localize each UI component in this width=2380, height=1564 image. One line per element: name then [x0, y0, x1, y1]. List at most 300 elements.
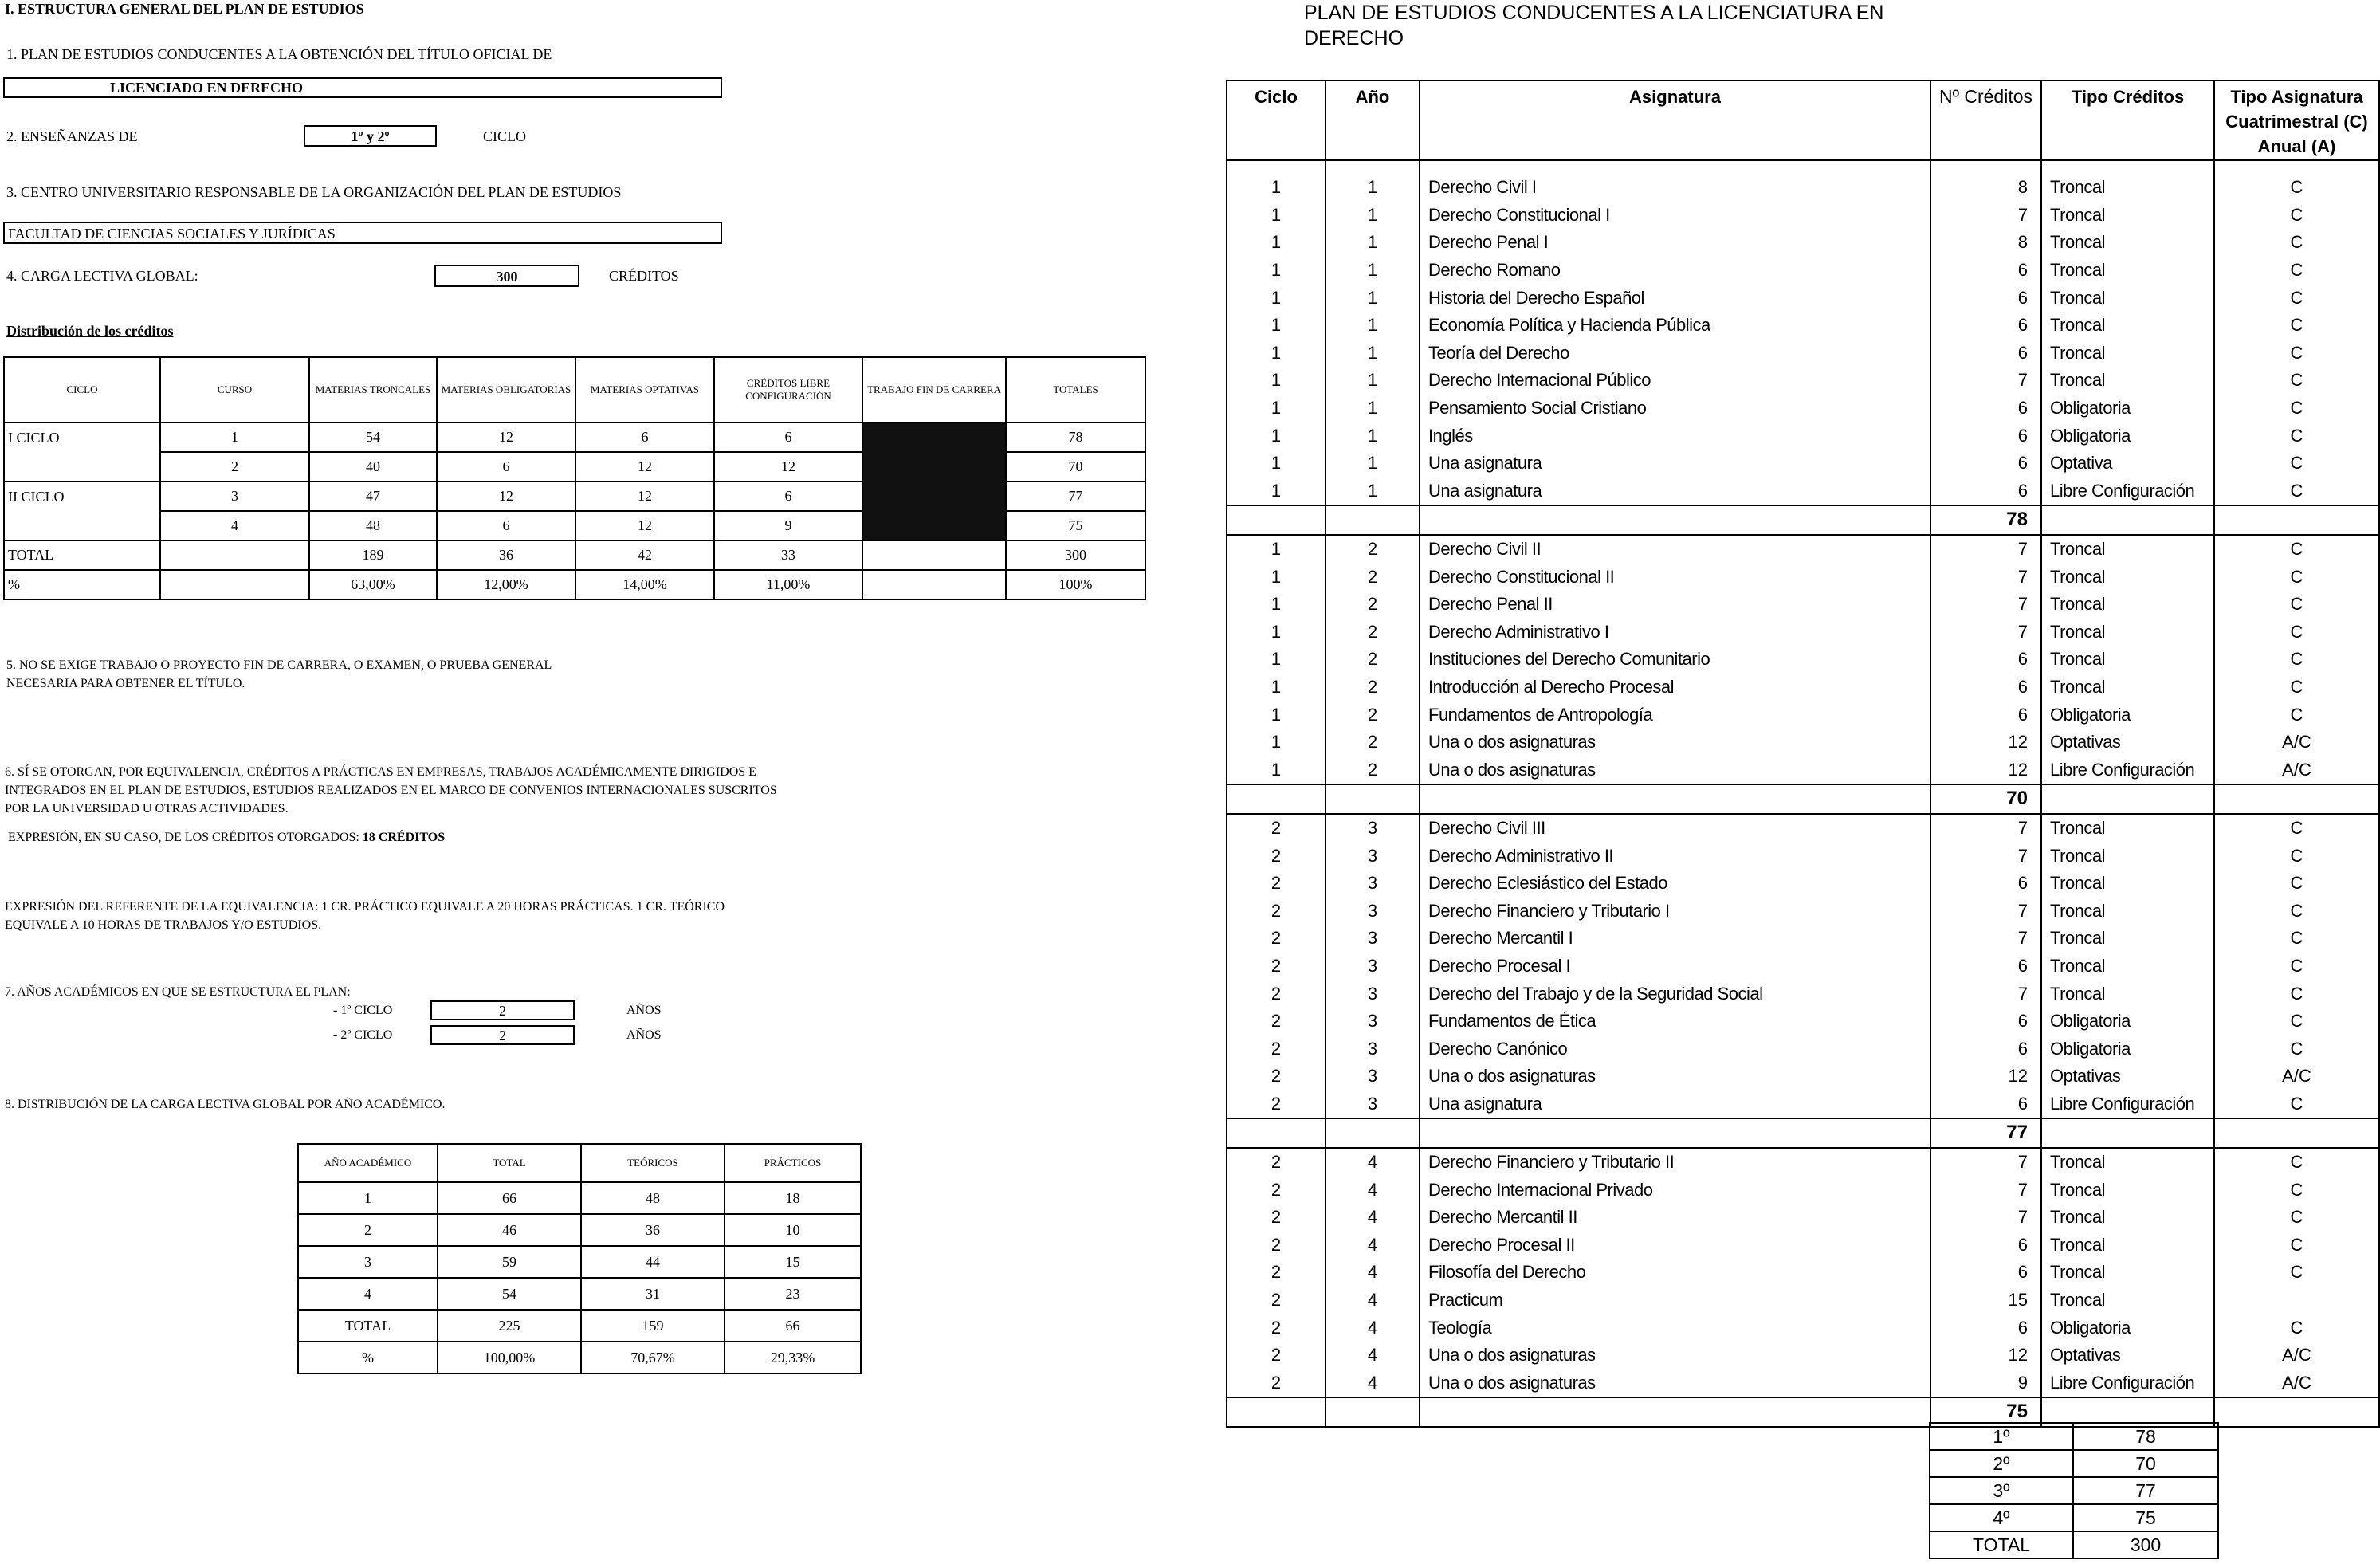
- plan-tipo-creditos: Troncal: [2041, 312, 2214, 340]
- plan-ciclo: 2: [1227, 1259, 1325, 1287]
- plan-creditos: 6: [1930, 646, 2041, 674]
- dist-libre: 12: [714, 452, 862, 481]
- plan-row: [1227, 535, 2379, 564]
- year-distribution-table: [297, 1143, 862, 1374]
- dist-troncales: 40: [309, 452, 437, 481]
- plan-header-row: [1227, 81, 2379, 160]
- year-total-value: 70: [2073, 1450, 2218, 1477]
- plan-ciclo: 1: [1227, 619, 1325, 646]
- plan-ciclo: 1: [1227, 340, 1325, 367]
- plan-anio: 4: [1325, 1232, 1420, 1259]
- plan-creditos: 7: [1930, 925, 2041, 953]
- year-cell: 66: [438, 1182, 581, 1214]
- plan-tipo-creditos: Troncal: [2041, 925, 2214, 953]
- plan-tipo-asignatura: C: [2214, 953, 2379, 980]
- plan-tipo-asignatura: C: [2214, 842, 2379, 870]
- year-cell: 2: [298, 1214, 438, 1246]
- plan-row: [1227, 395, 2379, 422]
- plan-anio: 3: [1325, 953, 1420, 980]
- plan-subtotal-row: [1227, 505, 2379, 535]
- dist-empty: [862, 570, 1006, 599]
- plan-asignatura: Una asignatura: [1420, 477, 1930, 506]
- plan-ciclo: 2: [1227, 842, 1325, 870]
- plan-subtotal-empty: [1420, 505, 1930, 535]
- plan-creditos: 12: [1930, 1342, 2041, 1369]
- plan-row: [1227, 450, 2379, 477]
- plan-spacer-cell: [1325, 160, 1420, 174]
- year-cell: 10: [725, 1214, 861, 1246]
- dist-curso: 4: [160, 511, 309, 540]
- plan-row: [1227, 1369, 2379, 1398]
- plan-row: [1227, 367, 2379, 395]
- plan-tipo-asignatura: C: [2214, 450, 2379, 477]
- plan-ciclo: 1: [1227, 284, 1325, 312]
- header-anio: Año: [1325, 81, 1420, 160]
- plan-ciclo: 2: [1227, 1314, 1325, 1342]
- plan-creditos: 6: [1930, 340, 2041, 367]
- plan-asignatura: Teología: [1420, 1314, 1930, 1342]
- year-cell: 70,67%: [581, 1342, 725, 1373]
- dist-optativas: 12: [575, 452, 714, 481]
- dist-curso: 1: [160, 422, 309, 452]
- dist-ciclo: I CICLO: [4, 422, 160, 481]
- plan-tipo-creditos: Troncal: [2041, 953, 2214, 980]
- reference-line2: EQUIVALE A 10 HORAS DE TRABAJOS Y/O ESTUDIOS.: [5, 918, 322, 932]
- plan-anio: 4: [1325, 1176, 1420, 1204]
- plan-asignatura: Derecho Constitucional II: [1420, 563, 1930, 591]
- year-total-row: [1930, 1423, 2218, 1450]
- item4-label: 4. CARGA LECTIVA GLOBAL:: [6, 268, 198, 284]
- plan-ciclo: 1: [1227, 312, 1325, 340]
- plan-tipo-creditos: Troncal: [2041, 619, 2214, 646]
- header-tipo-asignatura-line2: Cuatrimestral (C): [2225, 112, 2368, 132]
- plan-title: [1304, 0, 1884, 51]
- item4-value: 300: [434, 265, 579, 287]
- plan-creditos: 7: [1930, 563, 2041, 591]
- year-total-label: 1º: [1930, 1423, 2073, 1450]
- plan-ciclo: 2: [1227, 1035, 1325, 1063]
- plan-anio: 2: [1325, 729, 1420, 756]
- plan-row: [1227, 1342, 2379, 1369]
- year-total-label: 3º: [1930, 1477, 2073, 1504]
- plan-row: [1227, 229, 2379, 257]
- plan-subtotal-empty: [1227, 505, 1325, 535]
- dist-header: MATERIAS OPTATIVAS: [575, 357, 714, 422]
- item6-line2: INTEGRADOS EN EL PLAN DE ESTUDIOS, ESTUDIOS REALIZADOS EN EL MARCO DE CONVENIOS INTERNACIONALES SUSCRITOS: [5, 784, 777, 797]
- item6-expression-label: EXPRESIÓN, EN SU CASO, DE LOS CRÉDITOS OTORGADOS:: [8, 831, 359, 844]
- plan-anio: 1: [1325, 312, 1420, 340]
- header-tipo-creditos: Tipo Créditos: [2041, 81, 2214, 160]
- plan-asignatura: Teoría del Derecho: [1420, 340, 1930, 367]
- plan-subtotal-empty: [2041, 505, 2214, 535]
- item3-value: FACULTAD DE CIENCIAS SOCIALES Y JURÍDICAS: [3, 222, 722, 244]
- dist-libre: 11,00%: [714, 570, 862, 599]
- plan-creditos: 12: [1930, 729, 2041, 756]
- dist-header: MATERIAS OBLIGATORIAS: [437, 357, 575, 422]
- header-asignatura: Asignatura: [1420, 81, 1930, 160]
- dist-empty: [160, 540, 309, 570]
- plan-tipo-asignatura: C: [2214, 646, 2379, 674]
- year-cell: 59: [438, 1246, 581, 1278]
- plan-subtotal-empty: [1325, 505, 1420, 535]
- plan-anio: 2: [1325, 619, 1420, 646]
- year-cell: 18: [725, 1182, 861, 1214]
- dist-troncales: 48: [309, 511, 437, 540]
- plan-ciclo: 2: [1227, 925, 1325, 953]
- plan-creditos: 6: [1930, 284, 2041, 312]
- year-total-label: TOTAL: [1930, 1531, 2073, 1558]
- plan-row: [1227, 1035, 2379, 1063]
- item1-value-box: [3, 77, 722, 98]
- plan-creditos: 6: [1930, 477, 2041, 506]
- plan-tipo-creditos: Troncal: [2041, 1259, 2214, 1287]
- dist-curso: 2: [160, 452, 309, 481]
- credits-distribution-table: [3, 356, 1146, 600]
- dist-header-row: [4, 357, 1145, 422]
- year-total-row: [298, 1310, 861, 1342]
- plan-creditos: 7: [1930, 842, 2041, 870]
- plan-ciclo: 2: [1227, 870, 1325, 898]
- plan-tipo-creditos: Obligatoria: [2041, 701, 2214, 729]
- plan-row: [1227, 646, 2379, 674]
- plan-asignatura: Derecho Constitucional I: [1420, 202, 1930, 230]
- plan-ciclo: 2: [1227, 1148, 1325, 1177]
- plan-subtotal-empty: [2214, 1397, 2379, 1427]
- item6-line3: POR LA UNIVERSIDAD U OTRAS ACTIVIDADES.: [5, 802, 289, 815]
- plan-tipo-asignatura: A/C: [2214, 1063, 2379, 1090]
- plan-tipo-creditos: Troncal: [2041, 980, 2214, 1008]
- year-row: [298, 1214, 861, 1246]
- plan-tipo-creditos: Optativa: [2041, 450, 2214, 477]
- plan-anio: 2: [1325, 535, 1420, 564]
- year-header: TOTAL: [438, 1144, 581, 1182]
- plan-asignatura: Derecho Mercantil I: [1420, 925, 1930, 953]
- plan-row: [1227, 729, 2379, 756]
- plan-creditos: 6: [1930, 257, 2041, 285]
- plan-ciclo: 2: [1227, 1090, 1325, 1119]
- plan-asignatura: Una o dos asignaturas: [1420, 1342, 1930, 1369]
- plan-row: [1227, 563, 2379, 591]
- plan-asignatura: Una o dos asignaturas: [1420, 1369, 1930, 1398]
- plan-asignatura: Derecho Penal II: [1420, 591, 1930, 619]
- plan-tipo-asignatura: A/C: [2214, 729, 2379, 756]
- plan-tipo-asignatura: C: [2214, 1204, 2379, 1232]
- plan-creditos: 6: [1930, 312, 2041, 340]
- plan-anio: 3: [1325, 897, 1420, 925]
- plan-anio: 3: [1325, 980, 1420, 1008]
- year-total-label: 4º: [1930, 1504, 2073, 1531]
- plan-tipo-asignatura: C: [2214, 1008, 2379, 1035]
- plan-tipo-creditos: Troncal: [2041, 646, 2214, 674]
- plan-tipo-creditos: Troncal: [2041, 897, 2214, 925]
- plan-asignatura: Derecho Penal I: [1420, 229, 1930, 257]
- dist-optativas: 42: [575, 540, 714, 570]
- plan-tipo-asignatura: C: [2214, 563, 2379, 591]
- plan-anio: 1: [1325, 257, 1420, 285]
- distribution-title: Distribución de los créditos: [6, 323, 174, 339]
- dist-obligatorias: 12: [437, 481, 575, 511]
- year-header: AÑO ACADÉMICO: [298, 1144, 438, 1182]
- plan-subtotal-empty: [1227, 1118, 1325, 1148]
- plan-tipo-creditos: Optativas: [2041, 729, 2214, 756]
- plan-anio: 3: [1325, 842, 1420, 870]
- plan-subtotal: 75: [1930, 1397, 2041, 1427]
- year-total-value: 78: [2073, 1423, 2218, 1450]
- plan-tipo-creditos: Obligatoria: [2041, 1008, 2214, 1035]
- plan-tipo-creditos: Troncal: [2041, 591, 2214, 619]
- plan-anio: 1: [1325, 395, 1420, 422]
- dist-header: TOTALES: [1006, 357, 1145, 422]
- dist-empty: [160, 570, 309, 599]
- item7-label: 7. AÑOS ACADÉMICOS EN QUE SE ESTRUCTURA EL PLAN:: [5, 985, 351, 999]
- item7-cycle1-label: - 1º CICLO: [333, 1004, 393, 1017]
- dist-optativas: 12: [575, 481, 714, 511]
- plan-spacer-row: [1227, 160, 2379, 174]
- plan-creditos: 6: [1930, 422, 2041, 450]
- dist-troncales: 47: [309, 481, 437, 511]
- year-cell: 29,33%: [725, 1342, 861, 1373]
- plan-asignatura: Introducción al Derecho Procesal: [1420, 674, 1930, 701]
- plan-subtotal-row: [1227, 1118, 2379, 1148]
- plan-anio: 3: [1325, 1063, 1420, 1090]
- plan-creditos: 7: [1930, 535, 2041, 564]
- item6-line1: 6. SÍ SE OTORGAN, POR EQUIVALENCIA, CRÉDITOS A PRÁCTICAS EN EMPRESAS, TRABAJOS ACADÉMICAMENTE DIRIGIDOS E: [5, 765, 756, 779]
- plan-spacer-cell: [2214, 160, 2379, 174]
- plan-ciclo: 1: [1227, 756, 1325, 784]
- plan-anio: 4: [1325, 1259, 1420, 1287]
- plan-tipo-asignatura: C: [2214, 477, 2379, 506]
- plan-ciclo: 2: [1227, 1063, 1325, 1090]
- plan-anio: 4: [1325, 1342, 1420, 1369]
- year-total-row: [1930, 1504, 2218, 1531]
- plan-creditos: 7: [1930, 619, 2041, 646]
- plan-tipo-asignatura: C: [2214, 229, 2379, 257]
- plan-row: [1227, 619, 2379, 646]
- year-totals-table: [1929, 1422, 2219, 1559]
- item6-expression-value: 18 CRÉDITOS: [362, 831, 446, 844]
- plan-row: [1227, 312, 2379, 340]
- dist-libre: 33: [714, 540, 862, 570]
- plan-ciclo: 1: [1227, 701, 1325, 729]
- plan-anio: 4: [1325, 1148, 1420, 1177]
- item1-label: 1. PLAN DE ESTUDIOS CONDUCENTES A LA OBTENCIÓN DEL TÍTULO OFICIAL DE: [6, 46, 552, 62]
- plan-subtotal: 70: [1930, 784, 2041, 814]
- plan-ciclo: 1: [1227, 202, 1325, 230]
- plan-ciclo: 2: [1227, 1232, 1325, 1259]
- plan-asignatura: Una o dos asignaturas: [1420, 756, 1930, 784]
- dist-total: 77: [1006, 481, 1145, 511]
- dist-troncales: 54: [309, 422, 437, 452]
- item7-cycle1-unit: AÑOS: [626, 1004, 662, 1017]
- plan-tipo-creditos: Obligatoria: [2041, 1035, 2214, 1063]
- dist-total: 70: [1006, 452, 1145, 481]
- plan-tipo-asignatura: C: [2214, 1176, 2379, 1204]
- year-cell: %: [298, 1342, 438, 1373]
- header-tipo-asignatura-line1: Tipo Asignatura: [2230, 87, 2363, 107]
- plan-asignatura: Historia del Derecho Español: [1420, 284, 1930, 312]
- plan-title-line2: DERECHO: [1304, 27, 1404, 49]
- dist-obligatorias: 36: [437, 540, 575, 570]
- reference-line1: EXPRESIÓN DEL REFERENTE DE LA EQUIVALENCIA: 1 CR. PRÁCTICO EQUIVALE A 20 HORAS PRÁCTICAS. 1 CR. TEÓRICO: [5, 900, 725, 914]
- plan-row: [1227, 202, 2379, 230]
- plan-anio: 1: [1325, 340, 1420, 367]
- plan-row: [1227, 477, 2379, 506]
- plan-row: [1227, 1148, 2379, 1177]
- plan-tipo-asignatura: C: [2214, 367, 2379, 395]
- plan-asignatura: Inglés: [1420, 422, 1930, 450]
- plan-tipo-creditos: Troncal: [2041, 284, 2214, 312]
- plan-row: [1227, 842, 2379, 870]
- year-header: PRÁCTICOS: [725, 1144, 861, 1182]
- plan-asignatura: Fundamentos de Antropología: [1420, 701, 1930, 729]
- dist-total-row: [4, 540, 1145, 570]
- plan-tipo-asignatura: C: [2214, 619, 2379, 646]
- plan-ciclo: 1: [1227, 229, 1325, 257]
- year-total-row: [1930, 1450, 2218, 1477]
- item5-line2: NECESARIA PARA OBTENER EL TÍTULO.: [6, 677, 245, 690]
- plan-tipo-asignatura: C: [2214, 1314, 2379, 1342]
- plan-anio: 3: [1325, 870, 1420, 898]
- year-cell: 225: [438, 1310, 581, 1342]
- section-title: I. ESTRUCTURA GENERAL DEL PLAN DE ESTUDIOS: [5, 1, 364, 17]
- year-cell: 159: [581, 1310, 725, 1342]
- plan-creditos: 6: [1930, 1035, 2041, 1063]
- item2-suffix: CICLO: [483, 128, 526, 144]
- plan-asignatura: Fundamentos de Ética: [1420, 1008, 1930, 1035]
- plan-tipo-creditos: Troncal: [2041, 674, 2214, 701]
- dist-total: 78: [1006, 422, 1145, 452]
- dist-total: 300: [1006, 540, 1145, 570]
- plan-creditos: 12: [1930, 756, 2041, 784]
- dist-header: MATERIAS TRONCALES: [309, 357, 437, 422]
- plan-creditos: 6: [1930, 1314, 2041, 1342]
- plan-anio: 4: [1325, 1314, 1420, 1342]
- plan-asignatura: Una o dos asignaturas: [1420, 1063, 1930, 1090]
- year-cell: 15: [725, 1246, 861, 1278]
- year-row: [298, 1278, 861, 1310]
- plan-tipo-asignatura: C: [2214, 925, 2379, 953]
- plan-asignatura: Derecho Financiero y Tributario I: [1420, 897, 1930, 925]
- dist-total: 100%: [1006, 570, 1145, 599]
- year-cell: 48: [581, 1182, 725, 1214]
- plan-row: [1227, 1063, 2379, 1090]
- dist-pct-row: [4, 570, 1145, 599]
- plan-creditos: 6: [1930, 1232, 2041, 1259]
- item2-value: 1º y 2º: [304, 125, 437, 147]
- plan-subtotal-empty: [1420, 784, 1930, 814]
- year-header: TEÓRICOS: [581, 1144, 725, 1182]
- plan-tipo-asignatura: C: [2214, 674, 2379, 701]
- dist-header: TRABAJO FIN DE CARRERA: [862, 357, 1006, 422]
- dist-trabajo-fin-blackout: [862, 422, 1006, 540]
- plan-creditos: 7: [1930, 980, 2041, 1008]
- plan-anio: 3: [1325, 814, 1420, 843]
- dist-header: CURSO: [160, 357, 309, 422]
- item3-label: 3. CENTRO UNIVERSITARIO RESPONSABLE DE LA ORGANIZACIÓN DEL PLAN DE ESTUDIOS: [6, 184, 622, 200]
- dist-header: CRÉDITOS LIBRE CONFIGURACIÓN: [714, 357, 862, 422]
- plan-asignatura: Derecho Procesal I: [1420, 953, 1930, 980]
- plan-row: [1227, 1008, 2379, 1035]
- plan-row: [1227, 870, 2379, 898]
- header-tipo-asignatura-line3: Anual (A): [2257, 136, 2336, 156]
- year-cell: 31: [581, 1278, 725, 1310]
- plan-ciclo: 2: [1227, 1369, 1325, 1398]
- year-header-row: [298, 1144, 861, 1182]
- plan-subtotal-empty: [2214, 505, 2379, 535]
- plan-tipo-creditos: Libre Configuración: [2041, 1090, 2214, 1119]
- item4-suffix: CRÉDITOS: [609, 268, 679, 284]
- item7-cycle1-value: 2: [430, 1000, 575, 1020]
- plan-title-line1: PLAN DE ESTUDIOS CONDUCENTES A LA LICENCIATURA EN: [1304, 2, 1884, 24]
- plan-ciclo: 1: [1227, 257, 1325, 285]
- year-total-row: [1930, 1477, 2218, 1504]
- plan-tipo-creditos: Troncal: [2041, 870, 2214, 898]
- plan-anio: 2: [1325, 756, 1420, 784]
- plan-asignatura: Derecho Administrativo I: [1420, 619, 1930, 646]
- plan-tipo-asignatura: C: [2214, 980, 2379, 1008]
- year-total-label: 2º: [1930, 1450, 2073, 1477]
- year-total-row: [1930, 1531, 2218, 1558]
- plan-ciclo: 1: [1227, 591, 1325, 619]
- plan-subtotal-empty: [2041, 784, 2214, 814]
- plan-asignatura: Derecho Romano: [1420, 257, 1930, 285]
- plan-creditos: 15: [1930, 1287, 2041, 1314]
- plan-tipo-asignatura: C: [2214, 422, 2379, 450]
- plan-tipo-asignatura: [2214, 1287, 2379, 1314]
- plan-tipo-creditos: Obligatoria: [2041, 1314, 2214, 1342]
- plan-tipo-creditos: Troncal: [2041, 174, 2214, 202]
- plan-ciclo: 1: [1227, 729, 1325, 756]
- plan-tipo-creditos: Troncal: [2041, 1287, 2214, 1314]
- dist-libre: 6: [714, 481, 862, 511]
- year-cell: TOTAL: [298, 1310, 438, 1342]
- plan-asignatura: Derecho Administrativo II: [1420, 842, 1930, 870]
- plan-asignatura: Instituciones del Derecho Comunitario: [1420, 646, 1930, 674]
- plan-subtotal-row: [1227, 784, 2379, 814]
- plan-ciclo: 1: [1227, 477, 1325, 506]
- plan-asignatura: Derecho Internacional Privado: [1420, 1176, 1930, 1204]
- plan-tipo-asignatura: C: [2214, 257, 2379, 285]
- plan-anio: 1: [1325, 284, 1420, 312]
- dist-empty: [862, 540, 1006, 570]
- plan-creditos: 7: [1930, 814, 2041, 843]
- plan-ciclo: 2: [1227, 980, 1325, 1008]
- plan-subtotal-empty: [1325, 784, 1420, 814]
- plan-creditos: 7: [1930, 367, 2041, 395]
- plan-anio: 2: [1325, 563, 1420, 591]
- plan-creditos: 6: [1930, 674, 2041, 701]
- plan-asignatura: Una asignatura: [1420, 1090, 1930, 1119]
- plan-anio: 1: [1325, 450, 1420, 477]
- item7-cycle2-unit: AÑOS: [626, 1028, 662, 1042]
- plan-subtotal-empty: [2214, 784, 2379, 814]
- plan-ciclo: 1: [1227, 450, 1325, 477]
- dist-row: [4, 422, 1145, 452]
- plan-row: [1227, 814, 2379, 843]
- year-totals-body: [1930, 1423, 2218, 1558]
- plan-tipo-asignatura: C: [2214, 814, 2379, 843]
- item6-expression: [8, 829, 445, 847]
- dist-troncales: 189: [309, 540, 437, 570]
- plan-anio: 2: [1325, 701, 1420, 729]
- plan-ciclo: 1: [1227, 367, 1325, 395]
- plan-ciclo: 1: [1227, 646, 1325, 674]
- plan-subtotal: 77: [1930, 1118, 2041, 1148]
- plan-subtotal: 78: [1930, 505, 2041, 535]
- plan-tipo-asignatura: C: [2214, 1259, 2379, 1287]
- dist-troncales: 63,00%: [309, 570, 437, 599]
- plan-ciclo: 1: [1227, 674, 1325, 701]
